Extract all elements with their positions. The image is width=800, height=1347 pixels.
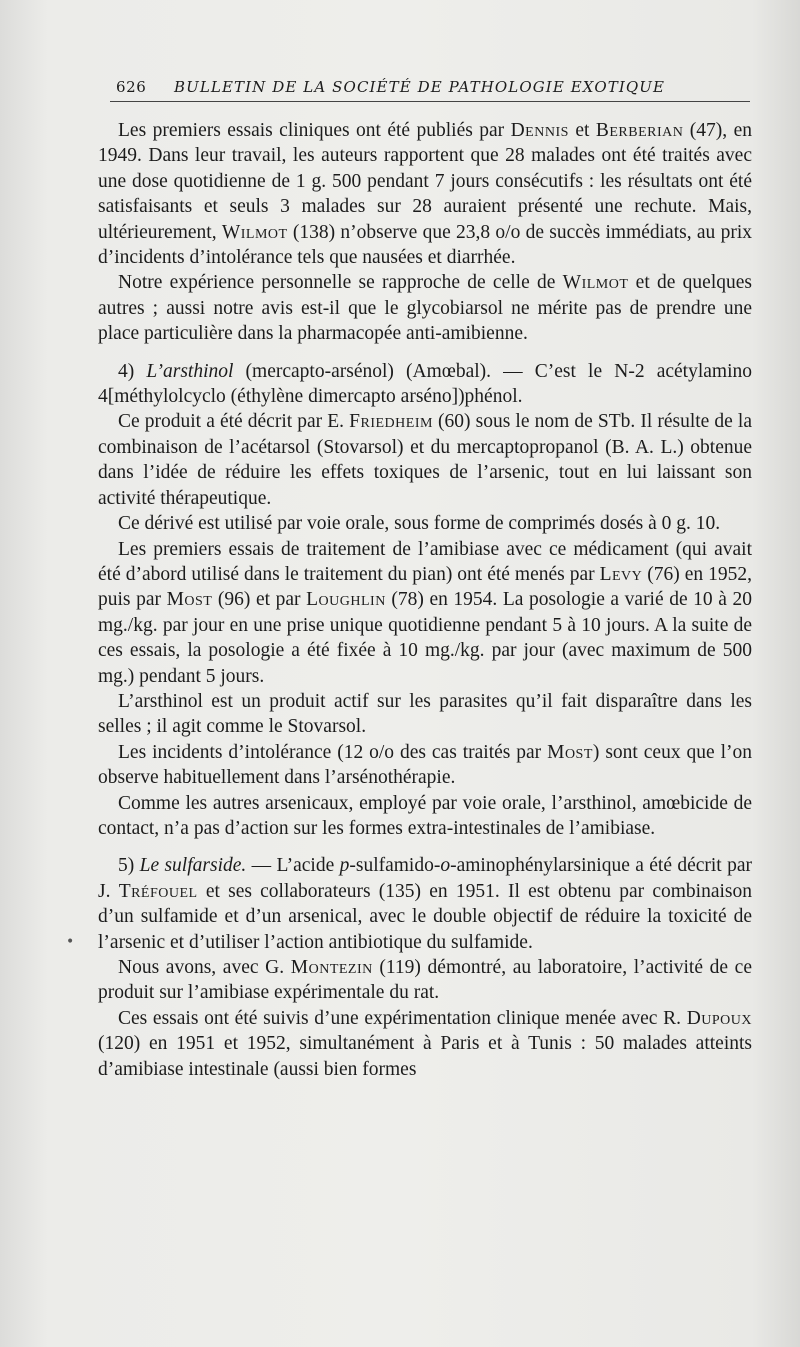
- paragraph-5: [98, 511, 752, 536]
- author-name: Berberian: [595, 120, 684, 141]
- section-number: 5): [118, 855, 140, 877]
- body-text: [98, 118, 752, 1082]
- text-run: et de quelques autres ; aussi notre avis est-il que le glycobiarsol ne mérite pas de prendre une place particulière dans la pharmacopée anti-amibienne.: [98, 272, 753, 345]
- text-run: (119) démontré, au laboratoire, l’activité de ce produit sur l’amibiase expérimentale du rat.: [98, 957, 752, 1004]
- drug-name: Le sulfarside.: [139, 855, 247, 877]
- paragraph-12: [98, 1006, 752, 1082]
- paragraph-6: [98, 537, 752, 689]
- section-number: 4): [118, 360, 147, 382]
- text-run: Comme les autres arsenicaux, employé par voie orale, l’arsthinol, amœbicide de contact, n’a pas d’action sur les formes extra-intestinales de l’amibiase.: [98, 792, 752, 839]
- paragraph-9: [98, 791, 752, 842]
- text-run: Ce dérivé est utilisé par voie orale, sous forme de comprimés dosés à 0 g. 10.: [118, 513, 721, 535]
- header-rule: [110, 101, 750, 102]
- section-4-heading-paragraph: [98, 359, 752, 410]
- text-run: -aminophénylarsinique a été décrit par J.: [98, 855, 752, 902]
- text-run: Les premiers essais de traitement de l’amibiase avec ce médicament (qui avait été d’abord utilisé dans le traitement du pian) ont été menés par: [98, 538, 752, 585]
- paragraph-4: [98, 409, 752, 511]
- text-run: (47), en 1949. Dans leur travail, les auteurs rapportent que 28 malades ont été traités avec une dose quotidienne de 1 g. 500 pendant 7 jours consécutifs : les résultats ont été satisfaisants et seuls 3 malades sur 28 auraient présenté une rechute. Mais, ultérieurement,: [98, 120, 752, 243]
- author-name: Levy: [599, 563, 643, 585]
- author-name: Dennis: [510, 120, 569, 141]
- text-run: (120) en 1951 et 1952, simultanément à Paris et à Tunis : 50 malades atteints d’amibiase intestinale (aussi bien formes: [98, 1033, 752, 1080]
- author-name: Montezin: [290, 957, 373, 978]
- text-run: Ces essais ont été suivis d’une expérimentation clinique menée avec R.: [118, 1007, 687, 1029]
- text-run: Les premiers essais cliniques ont été publiés par: [118, 120, 511, 141]
- author-name: Loughlin: [306, 589, 386, 611]
- author-name: Wilmot: [562, 272, 629, 294]
- paragraph-1: [98, 118, 752, 270]
- text-run: et ses collaborateurs (135) en 1951. Il est obtenu par combinaison d’un sulfamide et d’un arsenical, avec le double objectif de réduire la toxicité de l’arsenic et d’utiliser l’action antibiotique du sulfamide.: [98, 880, 752, 953]
- text-run: (mercapto-arsénol) (Amœbal). — C’est le N-2 acétylamino 4[méthylolcyclo (éthylène dimercapto arséno])phénol.: [98, 360, 752, 408]
- author-name: Most: [547, 741, 593, 763]
- author-name: Most: [166, 589, 213, 611]
- paragraph-2: [98, 270, 752, 346]
- text-run: (76) en 1952, puis par: [98, 563, 752, 611]
- text-run: et: [568, 120, 596, 141]
- journal-title: BULLETIN DE LA SOCIÉTÉ DE PATHOLOGIE EXOTIQUE: [174, 78, 666, 96]
- author-name: Tréfouel: [118, 880, 198, 902]
- text-run: (138) n’observe que 23,8 o/o de succès immédiats, au prix d’incidents d’intolérance tels que nausées et diarrhée.: [98, 221, 752, 269]
- author-name: Wilmot: [221, 221, 288, 243]
- text-run: Les incidents d’intolérance (12 o/o des cas traités par: [118, 741, 548, 763]
- text-run: (96) et par: [212, 589, 307, 611]
- text-run: -sulfamido-: [349, 855, 441, 877]
- paragraph-11: [98, 955, 752, 1006]
- chem-prefix: p: [339, 855, 350, 877]
- section-5-heading-paragraph: [98, 853, 752, 955]
- running-header: [116, 72, 750, 102]
- text-run: (78) en 1954. La posologie a varié de 10 à 20 mg./kg. par jour en une prise unique quotidienne pendant 5 à 10 jours. A la suite de ces essais, la posologie a été fixée à 10 mg./kg. par jour (avec maximum de 500 mg.) pendant 5 jours.: [98, 589, 752, 687]
- paragraph-7: [98, 689, 752, 740]
- margin-mark: •: [66, 934, 75, 950]
- text-run: L’arsthinol est un produit actif sur les parasites qu’il fait disparaître dans les selles ; il agit comme le Stovarsol.: [98, 690, 752, 738]
- text-run: — L’acide: [246, 855, 340, 877]
- text-run: Nous avons, avec G.: [118, 957, 291, 978]
- author-name: Friedheim: [349, 411, 433, 433]
- text-run: Notre expérience personnelle se rapproche de celle de: [118, 272, 563, 294]
- author-name: Dupoux: [686, 1007, 752, 1029]
- text-run: (60) sous le nom de STb. Il résulte de la combinaison de l’acétarsol (Stovarsol) et du mercaptopropanol (B. A. L.) obtenue dans l’idée de réduire les effets toxiques de l’arsenic, tout en lui laissant son activité thérapeutique.: [98, 411, 752, 509]
- chem-prefix: o: [440, 855, 451, 877]
- paragraph-8: [98, 740, 752, 791]
- text-run: Ce produit a été décrit par E.: [118, 411, 350, 433]
- drug-name: L’arsthinol: [146, 360, 234, 382]
- text-run: ) sont ceux que l’on observe habituellement dans l’arsénothérapie.: [98, 741, 752, 789]
- page-number: 626: [116, 78, 147, 96]
